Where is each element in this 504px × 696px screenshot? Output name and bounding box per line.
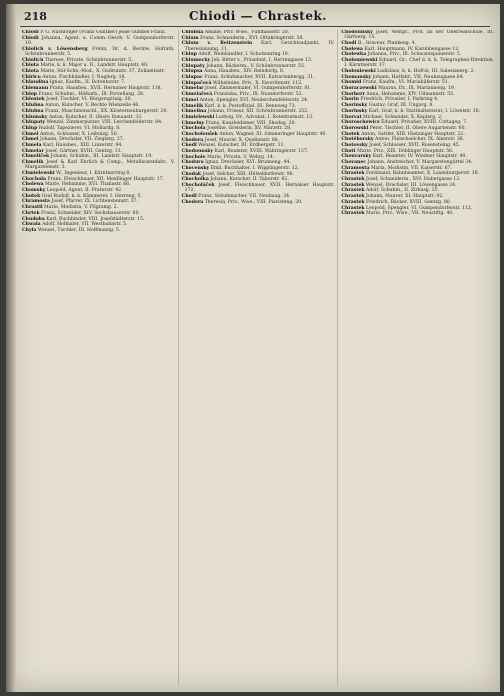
entry-details: Franz, Hausbes., XVII. Hernalser Hauptstr. 118. — [48, 86, 163, 92]
entry-details: Johann, Hutfabr., VII. Neubaugasse 64. — [371, 74, 464, 80]
entry-surname: Cholewa — [341, 46, 364, 52]
entry-surname: Chiodi — [22, 35, 39, 41]
entry-surname: Chlupac — [181, 75, 203, 81]
entry-details: Josef, Pfarrer, IX. Lichtensteinstr. 37. — [50, 199, 138, 205]
entry-details: Franz, Schuhmacher, XVII. Kalvarienbergg. 31. — [202, 75, 315, 81]
entry-surname: Chiodi — [22, 30, 39, 35]
entry-surname: Chodera — [181, 199, 204, 205]
directory-page — [6, 4, 500, 692]
entry-surname: Chotek — [22, 193, 41, 199]
directory-entry — [22, 80, 175, 85]
directory-entry — [182, 109, 335, 114]
entry-surname: Chlumecky — [181, 58, 211, 64]
directory-entry — [22, 160, 175, 171]
entry-surname: Chotek — [341, 131, 360, 137]
entry-surname: Chramosta — [341, 165, 370, 171]
entry-surname: Chotěborsky — [341, 137, 374, 143]
entry-surname: Chlubna — [181, 30, 204, 35]
entry-details: Franz, Fleischhauer, XII. Meidlinger Hauptstr. 17. — [45, 176, 165, 182]
entry-surname: Chmel — [181, 97, 199, 103]
entry-surname: Chiolich v. Löwensberg — [22, 46, 88, 52]
entry-details: Adolf, Weinhändler, I. Schottenring 19. — [196, 52, 290, 58]
directory-entry — [182, 41, 335, 52]
directory-entry — [22, 120, 175, 125]
entry-surname: Chodak — [181, 171, 202, 177]
entry-surname: Chrastek — [341, 211, 365, 217]
entry-details: Karl, Gerichtsadjunkt, IV. Theresianumg. 11. — [184, 41, 335, 52]
entry-surname: Chlubna — [22, 103, 44, 109]
directory-entry — [182, 166, 335, 171]
entry-details: Franz, Kaufm., VI. Mariahilferstr. 51. — [361, 80, 450, 86]
directory-entry — [341, 143, 494, 148]
entry-details: Amalie, Priv. Wwe., Fünfhausstr. 30. — [203, 30, 290, 35]
entry-details: Ignaz, Drechsler, XVI. Brunneng. 44. — [203, 160, 291, 166]
directory-entry — [22, 47, 175, 58]
entry-details: Theresia, Priv., Wwe., VIII. Piaristeng. 29. — [203, 199, 303, 205]
entry-surname: Chmielewski — [22, 171, 55, 177]
entry-surname: Chiota — [22, 69, 39, 75]
entry-surname: Chrastil — [22, 205, 43, 211]
entry-details: Anton, Spengler, XVI. Neulerchenfelderstr. 24. — [198, 97, 309, 103]
directory-entry — [341, 97, 494, 102]
entry-details: Ludwig, Dr., Advokat, I. Rotenturmstr. 13. — [214, 114, 314, 120]
entry-details: Joh. Ritter v., Präsident, I. Herrengasse 13. — [210, 58, 313, 64]
directory-entry — [182, 200, 335, 205]
entry-details: P. G. Nachfolger (Franz Günther) jeide Gumbel Franz. — [38, 30, 166, 35]
entry-details: Karl, Beamter, IV. Wiedner Hauptstr. 40. — [371, 154, 467, 160]
entry-surname: Choroschewicz — [341, 120, 380, 126]
entry-surname: Chorherr — [341, 91, 365, 97]
entry-surname: Chlup — [181, 52, 197, 58]
entry-surname: Chocensky — [181, 166, 210, 172]
entry-details: Rudolf, Tapezierer, VI. Mollardg. 8. — [37, 125, 121, 131]
directory-entry — [182, 92, 335, 97]
directory-entry — [341, 126, 494, 131]
entry-surname: Chlum — [181, 35, 199, 41]
directory-entry — [22, 188, 175, 193]
entry-details: Johann, Anstreicher, V. Margaretengürtel 34. — [366, 160, 473, 166]
page-number: 218 — [24, 10, 47, 23]
entry-surname: Chotovsky — [341, 142, 368, 148]
entry-surname: Chramosta — [22, 199, 51, 205]
directory-entry — [182, 30, 335, 35]
entry-details: Karl, Buchbinder, VIII. Josefstädterstr. 15. — [44, 216, 145, 222]
directory-entry — [182, 98, 335, 103]
entry-details: Emil, Buchhalter, I. Wipplingerstr. 12. — [209, 166, 300, 172]
entry-details: Johann, Kutscher, II. Taborstr. 62. — [208, 177, 289, 183]
entry-details: Franz, Schuhmacher, VII. Neubaug. 34. — [196, 194, 291, 200]
entry-surname: Chodounsky — [341, 30, 373, 35]
entry-details: Graf Rudolf, k. k. Kämmerer, I. Herreng. 5. — [40, 193, 142, 199]
entry-details: Josef, Gärtner, XVIII. Gentzg. 13. — [43, 148, 122, 154]
entry-surname: Chlupaty — [181, 63, 205, 69]
entry-surname: Chocholka — [181, 177, 209, 183]
entry-surname: Chomsky — [22, 188, 46, 194]
directory-entry — [22, 222, 175, 227]
entry-details: Anton, Sattler, XIII. Hietzinger Hauptstr. 22. — [359, 131, 465, 137]
page-header — [20, 8, 496, 26]
entry-details: Franziska, Priv., IX. Nussdorferstr. 52. — [212, 92, 304, 98]
entry-surname: Chudoba — [22, 216, 45, 222]
entry-details: Josefine, Greislerin, XV. Märzstr. 28. — [205, 126, 292, 132]
entry-surname: Chyla — [22, 227, 37, 233]
entry-surname: Chlemann — [22, 86, 49, 92]
directory-entry — [22, 228, 175, 233]
entry-details: Karl, Hausbes., XIII. Linzerstr. 94. — [41, 142, 123, 148]
directory-entry — [22, 154, 175, 159]
entry-surname: Chochola — [22, 176, 46, 182]
entry-surname: Chochola — [181, 126, 206, 132]
entry-details: Marie, Stil-Schn.-Mod., X. Gudrunstr. 37, Zollamtsstr. — [38, 69, 166, 75]
entry-surname: Cholewka — [341, 52, 367, 58]
entry-surname: Chouvarsky — [341, 154, 372, 160]
entry-surname: Chiota — [22, 63, 39, 69]
entry-surname: Chocholoušek — [181, 131, 218, 137]
entry-surname: Chodl — [181, 194, 197, 200]
entry-details: Josef, Maurer, X. Quellenstr. 88. — [203, 137, 280, 143]
entry-details: Therese, Private, Schönbrunnerstr. 5. — [43, 57, 133, 63]
entry-surname: Chodounsky — [181, 149, 214, 155]
entry-details: Friedrich, Bäcker, XVIII. Gentzg. 80. — [364, 199, 452, 205]
entry-surname: Chodl — [181, 143, 197, 149]
entry-surname: Choraczewski — [341, 86, 377, 92]
directory-entry — [22, 143, 175, 148]
entry-details: Anton, Kutscher, V. Rechte Wienzeile 46. — [43, 103, 140, 109]
directory-entry — [22, 205, 175, 210]
entry-details: Friedrich, Privatier, I. Parkring 4. — [358, 97, 439, 103]
entry-details: B., Graveur, Plankeng. 4. — [356, 40, 417, 46]
entry-details: Peter, Tischler, II. Obere Augartenstr. 60. — [368, 125, 466, 131]
entry-details: Johann, Friseur, XII. Schönbrunnerstr. 252. — [206, 109, 309, 115]
entry-surname: Chorinsky — [341, 103, 368, 109]
directory-entry — [341, 120, 494, 125]
directory-entry — [22, 103, 175, 108]
entry-surname: Chmelařová — [181, 92, 213, 98]
entry-details: Marie, Priv., XIX. Döblinger Hauptstr. 56. — [355, 148, 454, 154]
entry-surname: Chrastek — [341, 199, 365, 205]
entry-details: Karl, Graf, k. k. Statthaltereirat, I. Löwelstr. 16. — [367, 108, 481, 114]
directory-entry — [182, 143, 335, 148]
directory-entry — [182, 194, 335, 199]
entry-details: Marie, Modistin, V. Pilgramg. 2. — [42, 205, 119, 211]
running-head: Chiodi — Chrastek. — [189, 9, 327, 23]
entry-surname: Chmielewski — [181, 114, 215, 120]
entry-surname: Chmelik — [181, 103, 204, 109]
entry-details: Freiin, Dr. d. Rechte, Hofrath, Schönbrunnerstr. 5. — [25, 46, 175, 57]
entry-surname: Chrastek — [341, 188, 365, 194]
entry-surname: Cholewa — [22, 182, 44, 188]
entry-details: Leopold, Spengler, VI. Gumpendorferstr. 112. — [364, 205, 473, 211]
directory-entry — [22, 211, 175, 216]
entry-surname: Chmel — [22, 131, 39, 137]
entry-surname: Chlupačová — [181, 80, 212, 86]
entry-details: Anton, Fischhändler, I. Naglerg. 18. — [40, 74, 126, 80]
entry-details: Ignaz, Kaufm., II. Rotentorstr. 7. — [48, 80, 126, 86]
directory-entry — [22, 126, 175, 131]
entry-details: Josef, Tischler, VI. Bürgerspitalg. 20. — [44, 97, 132, 103]
directory-entry — [341, 194, 494, 199]
directory-entry — [22, 137, 175, 142]
directory-entry — [341, 160, 494, 165]
entry-surname: Chlostek — [22, 97, 45, 103]
entry-surname: Chocholáček — [181, 183, 215, 189]
directory-entry — [182, 177, 335, 182]
entry-columns — [22, 30, 494, 686]
entry-surname: Chmeliček — [22, 154, 50, 160]
entry-surname: Chochole — [181, 154, 206, 160]
column-right — [337, 30, 494, 686]
entry-surname: Chrastek — [341, 205, 365, 211]
entry-surname: Chodura — [181, 160, 204, 166]
directory-entry — [341, 154, 494, 159]
entry-surname: Chodera — [181, 137, 204, 143]
entry-surname: Chrastek — [341, 182, 365, 188]
entry-details: Wenzel, Tischler, III. Hoffmanng. 5. — [36, 227, 121, 233]
entry-details: W., Ingenieur, I. Kärntnerring 6. — [54, 171, 131, 177]
directory-entry — [341, 80, 494, 85]
entry-surname: Chlaudina — [22, 80, 49, 86]
directory-entry — [341, 69, 494, 74]
entry-details: Johanna, Agent. u. Comm.-Gesch. V. Gumpendorferstr. 10. — [25, 35, 175, 46]
column-middle — [178, 30, 335, 686]
column-left — [22, 30, 175, 686]
directory-entry — [341, 211, 494, 216]
entry-details: Johanna, Priv., IX. Schwarzspanierstr. 5. — [366, 52, 462, 58]
entry-surname: Chrastek — [341, 194, 365, 200]
entry-details: Marie, k. k. Major a. D., Landstr. Hauptstr. 40. — [38, 63, 149, 69]
entry-details: Marie, Private, V. Wehrg. 14. — [205, 154, 275, 160]
entry-details: Marie, Hebamme, XVI. Thaliastr. 66. — [43, 182, 131, 188]
entry-details: Ferdinand, Bahnbeamter, X. Laxenburgerstr. 18. — [364, 171, 480, 177]
entry-details: Marie, Priv., Wwe., VII. Neustiftg. 40. — [364, 211, 454, 217]
directory-entry — [182, 86, 335, 91]
book-spine-shadow — [6, 4, 16, 692]
entry-surname: Chmelar — [22, 148, 44, 154]
entry-details: Johann, Schuhm., III. Landstr. Hauptstr. 19. — [49, 154, 153, 160]
entry-details: Adolf, Schuhm., II. Zirkusg. 35. — [364, 188, 439, 194]
entry-surname: Chirico — [22, 74, 41, 80]
entry-surname: Chorin — [341, 97, 359, 103]
entry-details: Franz, Schneiderm., XVI. Ottakringerstr. 38. — [198, 35, 304, 41]
entry-details: Johann, Maurer, XI. Hauptstr. 92. — [364, 194, 444, 200]
directory-entry — [182, 69, 335, 74]
directory-entry — [341, 58, 494, 69]
directory-entry — [22, 36, 175, 47]
directory-entry — [341, 30, 494, 41]
entry-details: Wenzel, Drechsler, III. Löwengasse 24. — [364, 182, 457, 188]
entry-surname: Chrastek — [341, 177, 365, 183]
entry-details: Anton, Fleischselcher, IX. Alserstr. 36. — [373, 137, 465, 143]
directory-entry — [182, 149, 335, 154]
entry-details: Franz, Schuhm., Hilfsarb., IX. Porzellang. 28. — [37, 91, 145, 97]
entry-surname: Chomid — [341, 80, 362, 86]
entry-surname: Chrtek — [22, 210, 40, 216]
directory-entry — [341, 41, 494, 46]
entry-details: Johann, Bäckerm., V. Schönbrunnerstr. 55. — [204, 63, 306, 69]
entry-details: Michael, Schneider, X. Keplerg. 2. — [361, 114, 443, 120]
entry-details: Gustav, Graf, III. Ungarg. 8. — [367, 103, 434, 109]
header-rule — [20, 26, 490, 27]
entry-surname: Chlumsky — [22, 114, 48, 120]
directory-entry — [182, 132, 335, 137]
entry-details: Anna, Hausbes., XIV. Reindorfg. 8. — [202, 69, 285, 75]
entry-details: Eduard, Privatier, XVIII. Cottageg. 7. — [379, 120, 468, 126]
entry-surname: Chmelik — [22, 160, 44, 166]
directory-entry — [341, 188, 494, 193]
entry-details: Karl, Beamter, XVIII. Währingerstr. 137. — [213, 149, 309, 155]
entry-details: Josef, Schneiderm., XVI. Hubergasse 13. — [364, 177, 461, 183]
directory-entry — [182, 75, 335, 80]
entry-surname: Chorvat — [341, 114, 362, 120]
entry-details: Anna, Hebamme, XIV. Ullmannstr. 55. — [364, 91, 455, 97]
directory-entry — [22, 86, 175, 91]
directory-entry — [341, 200, 494, 205]
entry-details: Adolf, Hofmaler, VII. Westbahnstr. 5. — [40, 222, 128, 228]
entry-details: Josef, Selcher, XIII. Hütteldorferstr. 96. — [201, 171, 295, 177]
entry-details: Josef, Fleischhauer, XVII. Hernalser Hauptstr. 172. — [184, 183, 335, 194]
entry-details: Ladislaus, k. k. Hofrat, III. Salesianerg. 2. — [375, 69, 475, 75]
entry-details: Franz, Maschinenschl., XX. Klosterneuburgerstr. 24. — [43, 108, 168, 114]
directory-entry — [182, 183, 335, 194]
entry-details: Franz, Schneider, XIV. Sechshauserstr. 60. — [39, 210, 140, 216]
directory-entry — [341, 171, 494, 176]
directory-entry — [22, 63, 175, 68]
directory-entry — [22, 199, 175, 204]
directory-entry — [22, 69, 175, 74]
entry-details: Leopold, Agent, II. Praterstr. 42. — [45, 188, 123, 194]
entry-surname: Chlum v. Reitzenstein — [181, 41, 253, 47]
entry-surname: Chiolich — [22, 57, 44, 63]
entry-surname: Chomansky — [341, 74, 372, 80]
entry-details: Anton, Kutscher, II. Obere Donaustr. 33. — [47, 114, 143, 120]
directory-entry — [341, 177, 494, 182]
entry-details: Karl, Hauptmann, IV. Karolinengasse 12. — [363, 46, 460, 52]
entry-surname: Chott — [341, 148, 356, 154]
entry-details: Josef, Weltpr., Prof. an der Oberrealschule, III. Gärtnerg. 15. — [344, 30, 495, 41]
entry-surname: Chwala — [22, 222, 41, 228]
entry-surname: Choloniewski — [341, 69, 376, 75]
entry-surname: Chmelar — [181, 86, 204, 92]
directory-entry — [341, 86, 494, 91]
entry-details: Franz, Kanzleidiener, VIII. Skodag. 20. — [204, 120, 296, 126]
entry-surname: Chlop — [22, 91, 38, 97]
directory-entry — [22, 182, 175, 187]
directory-entry — [22, 97, 175, 102]
entry-surname: Chorowski — [341, 125, 369, 131]
entry-details: Wilhelmine, Priv., X. Favoritenstr. 112. — [211, 80, 303, 86]
entry-surname: Chrastek — [341, 171, 365, 177]
directory-entry — [182, 58, 335, 63]
entry-details: Maurus, Dr., IX. Marianneng. 19. — [376, 86, 456, 92]
entry-surname: Chlupsa — [181, 69, 203, 75]
directory-entry — [182, 115, 335, 120]
entry-surname: Chlup — [22, 125, 38, 131]
entry-surname: Chmel — [22, 137, 39, 143]
entry-details: Josef & Karl Ehrlich & Comp., Metallwarenfabr., V. Margaretenstr. 3. — [25, 160, 175, 171]
entry-surname: Chovanec — [341, 160, 367, 166]
entry-details: Eduard, Gr., Chef d. k. k. Telegraphen-Direktion, I. Kärntnerstr. 17. — [344, 58, 495, 69]
directory-entry — [22, 30, 175, 35]
entry-details: Maria, Modistin, VII. Kaiserstr. 67. — [369, 165, 452, 171]
entry-details: Karl, k. k. Postoffizial, III. Rennweg 73. — [203, 103, 296, 109]
directory-entry — [182, 126, 335, 131]
entry-details: Anton, Schlosser, X. Leibnizg. 50. — [38, 131, 119, 137]
entry-surname: Chorinsky — [341, 108, 368, 114]
directory-entry — [182, 160, 335, 165]
entry-surname: Cholomiewski — [341, 58, 378, 64]
directory-entry — [182, 52, 335, 57]
entry-details: Johann, Drechsler, VII. Zieglerg. 27. — [38, 137, 125, 143]
entry-details: Anton, Wagner, XI. Simmeringer Hauptstr. 40. — [217, 131, 327, 137]
entry-surname: Chmela — [22, 142, 42, 148]
entry-surname: Chodl — [341, 40, 357, 46]
entry-details: Wenzel, Kutscher, III. Erdbergstr. 31. — [196, 143, 285, 149]
entry-surname: Chmelina — [181, 109, 207, 115]
directory-entry — [341, 109, 494, 114]
directory-entry — [341, 137, 494, 142]
directory-entry — [341, 103, 494, 108]
directory-entry — [22, 109, 175, 114]
directory-entry — [341, 52, 494, 57]
entry-details: Josef, Schlosser, XVII. Rosensteing. 45. — [367, 142, 461, 148]
entry-surname: Chlubna — [22, 108, 44, 114]
directory-entry — [22, 171, 175, 176]
entry-surname: Chlupaty — [22, 120, 46, 126]
entry-details: Wenzel, Zimmerputzer, VIII. Lerchenfelderstr. 84. — [45, 120, 163, 126]
entry-surname: Chmelny — [181, 120, 205, 126]
entry-details: Josef, Zimmermaler, VI. Gumpendorferstr. 81. — [203, 86, 312, 92]
